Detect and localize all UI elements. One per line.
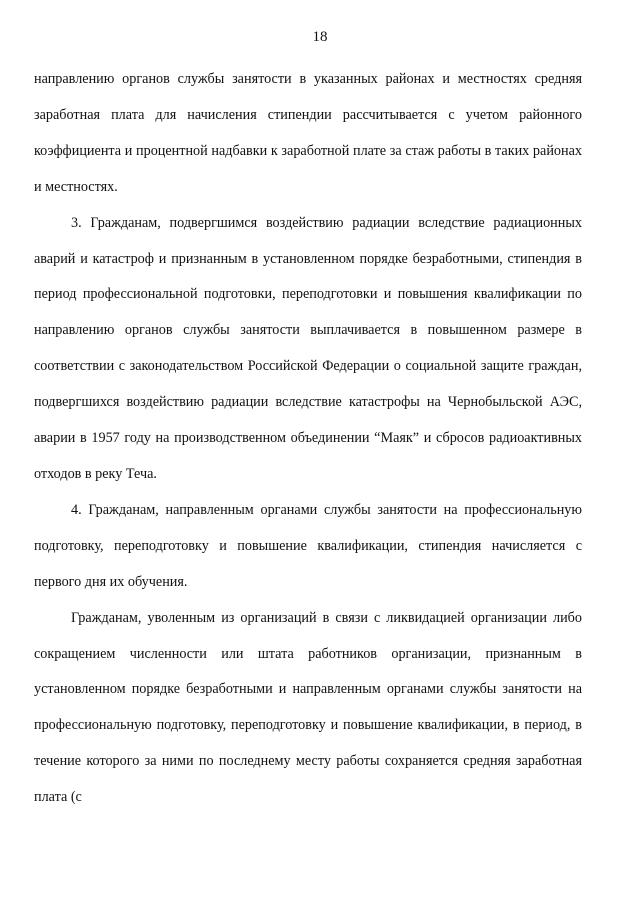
paragraph-item-3: 3. Гражданам, подвергшимся воздействию радиации вследствие радиационных аварий и катастроф и признанным в установленном порядке безработными, стипендия в период профессиональной подготовки, переподготовки и повышения квалификации по направлению органов службы занятости выплачивается в повышенном размере в соответствии с законодательством Российской Федерации о социальной защите граждан, подвергшихся воздействию радиации вследствие катастрофы на Чернобыльской АЭС, аварии в 1957 году на производственном объединении “Маяк” и сбросов радиоактивных отходов в реку Теча. xyxy=(34,214,582,482)
paragraph-item-4: 4. Гражданам, направленным органами службы занятости на профессиональную подготовку, переподготовку и повышение квалификации, стипендия начисляется с первого дня их обучения. xyxy=(34,501,582,590)
paragraph-dismissed-citizens: Гражданам, уволенным из организаций в связи с ликвидацией организации либо сокращением численности или штата работников организации, признанным в установленном порядке безработными и направленным органами службы занятости на профессиональную подготовку, переподготовку и повышение квалификации, в период, в течение которого за ними по последнему месту работы сохраняется средняя заработная плата (с xyxy=(34,609,582,806)
document-body xyxy=(34,62,582,816)
paragraph-continuation: направлению органов службы занятости в указанных районах и местностях средняя заработная плата для начисления стипендии рассчитывается с учетом районного коэффициента и процентной надбавки к заработной плате за стаж работы в таких районах и местностях. xyxy=(34,71,582,195)
page-number: 18 xyxy=(312,29,328,45)
